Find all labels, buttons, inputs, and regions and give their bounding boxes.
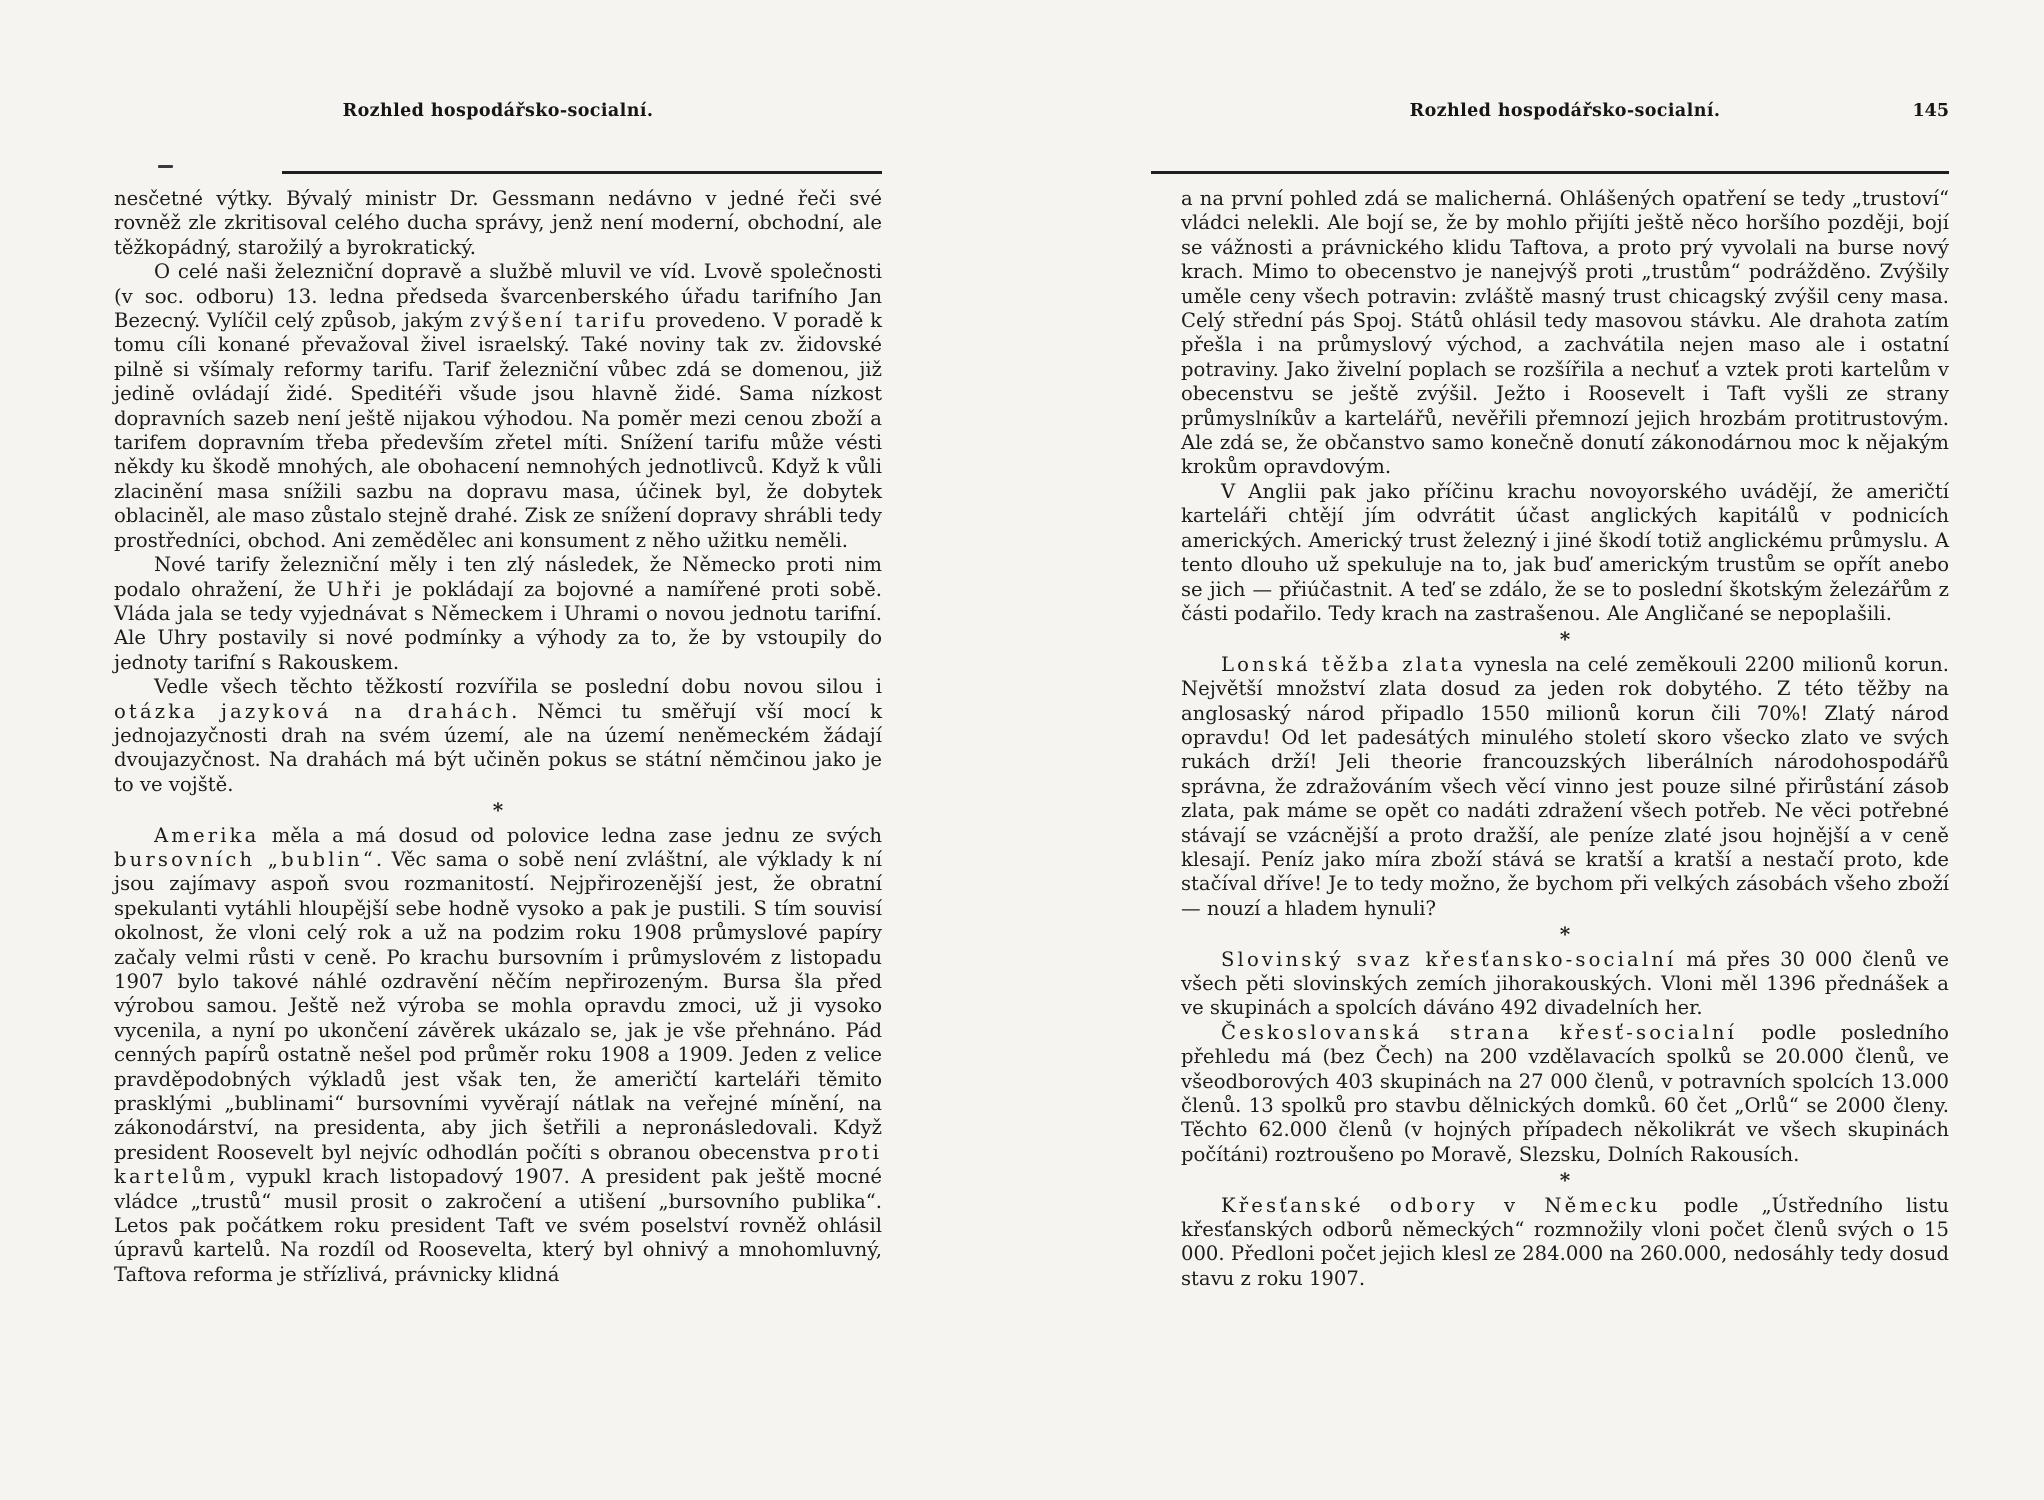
left-journal-page [114,95,882,1287]
letterspaced-emphasis: Slovinský svaz křesťansko-socialní [1221,947,1677,971]
text-run: . Němci tu směřují vší mocí k jednojazyčnosti drah na svém území, ale na území neněmeckém žádají dvoujazyčnost. Na drahách má být učiněn pokus se státní němčinou jako je to ve vojště. [114,699,882,796]
paragraph [1181,187,1949,480]
text-run: podle posledního přehledu má (bez Čech) na 200 vzdělavacích spolků se 20.000 členů, ve všeodborových 403 skupinách na 27 000 členů, v potravních spolcích 13.000 členů. 13 spolků pro stavbu dělnických domků. 60 čet „Orlů“ se 2000 členy. Těchto 62.000 členů (v hojných případech několikrát ve všech skupinách počítáni) roztroušeno po Moravě, Slezsku, Dolních Rakousích. [1181,1020,1949,1166]
stray-ink-mark [158,165,173,168]
text-run: a na první pohled zdá se malicherná. Ohlášených opatření se tedy „trustoví“ vládci nelekli. Ale bojí se, že by mohlo přijíti ještě něco horšího později, bojí se vážnosti a právnického klidu Taftova, a proto prý vyvolali na burse nový krach. Mimo to obecenstvo je nanejvýš proti „trustům“ podrážděno. Zvýšily uměle ceny všech potravin: zvláště masný trust chicagský zvýšil ceny masa. Celý střední pás Spoj. Států ohlásil tedy masovou stávku. Ale drahota zatím přešla i na průmyslový východ, a zachvátila nejen maso ale i ostatní potraviny. Jako živelní poplach se rozšířila a nechuť a vztek proti kartelům v obecenstvu se ještě zvýšil. Ježto i Roosevelt i Taft vyšli ze strany průmyslníkův a kartelářů, nevěřili přemnozí jejich hrozbám protitrustovým. Ale zdá se, že občanstvo samo konečně donutí zákonodárnou moc k nějakým krokům opravdovým. [1181,187,1949,479]
left-page-header [114,95,882,187]
right-journal-page [1181,95,1949,1291]
text-run: Vedle všech těchto těžkostí rozvířila se poslední dobu novou silou i [154,675,882,699]
text-run: měla a má dosud od polovice ledna zase jednu ze svých [259,823,882,847]
text-run: nesčetné výtky. Bývalý ministr Dr. Gessmann nedávno v jedné řeči své rovněž zle zkritisoval celého ducha správy, jenž není moderní, obchodní, ale těžkopádný, starožilý a byrokratický. [114,187,882,259]
paragraph [114,187,882,260]
letterspaced-emphasis: otázka jazyková na drahách [114,699,512,723]
paragraph [1181,653,1949,921]
letterspaced-emphasis: proti kartelům [114,1140,882,1189]
text-run: , vypukl krach listopadový 1907. A president pak ještě mocné vládce „trustů“ musil prosit o zakročení a utišení „bursovního publika“. Letos pak počátkem roku president Taft ve svém poselství rovněž ohlásil úpravů kartelů. Na rozdíl od Roosevelta, který byl ohnivý a mnohomluvný, Taftova reforma je střízlivá, právnicky klidná [114,1165,882,1286]
text-run: . Věc sama o sobě není zvláštní, ale výklady k ní jsou zajímavy aspoň svou rozmanitostí. Nejpřirozenější jest, že obratní spekulanti vytáhli hloupější sebe hodně vysoko a pak je pustili. S tím souvisí okolnost, že vloni celý rok a už na podzim roku 1908 průmyslové papíry začaly velmi růsti v ceně. Po krachu bursovním i průmyslovém z listopadu 1907 bylo takové náhlé ozdravění něčím nepřirozeným. Bursa šla před výrobou samou. Ještě než výroba se mohla opravdu zmoci, už ji vysoko vycenila, a nyní po ukončení závěrek ukázalo se, jak je vše přehnáno. Pád cenných papírů ostatně nešel pod průměr roku 1908 a 1909. Jeden z velice pravděpodobných výkladů jest však ten, že američtí karteláři těmito prasklými „bublinami“ bursovními vyvěrají nátlak na veřejné mínění, na zákonodárství, na presidenta, aby jich šetřili a nepronásledovali. Když president Roosevelt byl nejvíc odhodlán počíti s obranou obecenstva [114,847,883,1164]
section-separator-asterisk: * [1559,922,1571,947]
section-separator-asterisk: * [1559,1168,1571,1193]
right-header-rule [1151,171,1949,174]
text-run: V Anglii pak jako příčinu krachu novoyorského uvádějí, že američtí karteláři chtějí jím odvrátit účast anglických kapitálů v podnicích amerických. Americký trust železný i jiné škodí totiž anglickému průmyslu. A tento dlouho už spekuluje na to, jak buď americkým trustům se opřít anebo se jich — přiúčastnit. A teď se zdálo, že se to poslední škotským železářům z části podařilo. Tedy krach na zastrašenou. Ale Angličané se nepoplašili. [1181,479,1949,625]
letterspaced-emphasis: Českoslovanská strana křesť-socialní [1221,1020,1738,1044]
paragraph [114,260,882,553]
text-run: provedeno. V poradě k tomu cíli konané převažoval živel israelský. Také noviny tak zv. židovské pilně si všímaly reformy tarifu. Tarif železniční vůbec zdá se domenou, již jedině ovládají židé. Speditéři všude jsou hlavně židé. Sama nízkost dopravních sazeb není ještě nijakou výhodou. Na poměr mezi cenou zboží a tarifem dopravním třeba především zřetel míti. Snížení tarifu může vésti někdy ku škodě mnohých, ale obohacení nemnohých jednotlivců. Když k vůli zlacinění masa snížili sazbu na dopravu masa, účinek byl, že dobytek oblaciněl, ale maso zůstalo stejně drahé. Zisk ze snížení dopravy shrábli tedy prostředníci, obchod. Ani zemědělec ani konsument z něho užitku neměli. [114,309,882,552]
letterspaced-emphasis: Amerika [154,823,260,847]
paragraph [1181,480,1949,626]
paragraph [114,824,882,1288]
paragraph [1181,1194,1949,1292]
text-run: Nové tarify železniční měly i ten zlý následek, že Německo proti nim podalo ohražení, že [114,553,882,601]
paragraph [114,553,882,675]
text-run: O celé naši železniční dopravě a službě mluvil ve víd. Lvově společnosti (v soc. odboru) 13. ledna předseda švarcenberského úřadu tarifního Jan Bezecný. Vylíčil celý způsob, jakým [114,260,882,333]
right-page-text-column [1181,187,1949,1291]
text-run: podle „Ústředního listu křesťanských odborů německých“ rozmnožily vloni počet členů svých o 15 000. Předloni počet jejich klesl ze 284.000 na 260.000, nedosáhly tedy dosud stavu z roku 1907. [1181,1193,1949,1290]
right-running-title: Rozhled hospodářsko-socialní. [1409,101,1721,121]
text-run: je pokládají za bojovné a namířené proti sobě. Vláda jala se tedy vyjednávat s Německem i Uhrami o novou jednotu tarifní. Ale Uhry postavily si nové podmínky a výhody za to, že by vstoupily do jednoty tarifní s Rakouskem. [114,577,882,674]
paragraph [114,675,882,797]
text-run: vynesla na celé zeměkouli 2200 milionů korun. Největší množství zlata dosud za jeden rok dobytého. Z této těžby na anglosaský národ připadlo 1550 milionů korun čili 70%! Zlatý národ opravdu! Od let padesátých minulého století skoro všecko zlato ve svých rukách drží! Jeli theorie francouzských liberálních národohospodářů správna, že zdražováním všech věcí vinno jest pouze silné přirůstání zásob zlata, pak máme se opět co nadáti zdražení všech potřeb. Ne věci potřebné stávají se vzácnější a proto dražší, ale peníze zlaté jsou hojnější a v ceně klesají. Peníz jako míra zboží stává se kratší a kratší a nestačí proto, kde stačíval dříve! Je to tedy možno, že bychom při velkých zásobách všeho zboží — nouzí a hladem hynuli? [1181,652,1949,920]
letterspaced-emphasis: Křesťanské odbory v Německu [1221,1193,1661,1217]
section-separator-asterisk: * [1559,627,1571,652]
left-header-rule [282,171,882,174]
section-separator-asterisk: * [492,798,504,823]
page-number: 145 [1912,101,1949,121]
letterspaced-emphasis: Uhři [326,577,384,601]
letterspaced-emphasis: Lonská těžba zlata [1221,652,1466,676]
letterspaced-emphasis: zvýšení tarifu [469,309,649,333]
paragraph [1181,1021,1949,1167]
letterspaced-emphasis: bursovních „bublin“ [114,847,376,871]
paragraph [1181,948,1949,1021]
text-run: má přes 30 000 členů ve všech pěti slovinských zemích jihorakouských. Vloni měl 1396 přednášek a ve skupinách a spolcích dáváno 492 divadelních her. [1181,947,1949,1020]
left-running-title: Rozhled hospodářsko-socialní. [342,101,654,121]
left-page-text-column [114,187,882,1287]
right-page-header [1181,95,1949,187]
